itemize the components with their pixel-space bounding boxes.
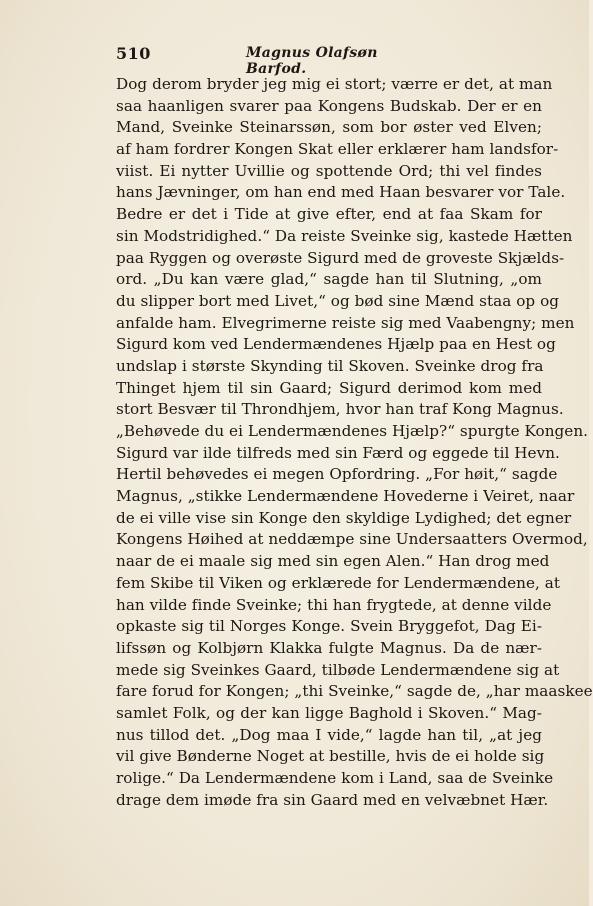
text-line: Bedre er det i Tide at give efter, end at faa Skam for bbox=[116, 205, 542, 224]
text-line: stort Besvær til Throndhjem, hvor han traf Kong Magnus. bbox=[116, 400, 564, 419]
running-title: Magnus Olafsøn Barfod. bbox=[246, 45, 378, 77]
text-line: Mand, Sveinke Steinarssøn, som bor øster ved Elven; bbox=[116, 118, 542, 137]
text-line: paa Ryggen og overøste Sigurd med de groveste Skjælds- bbox=[116, 248, 565, 267]
text-line: Hertil behøvedes ei megen Opfordring. „For høit,“ sagde bbox=[116, 465, 558, 484]
text-line: naar de ei maale sig med sin egen Alen.“ Han drog med bbox=[116, 552, 550, 571]
text-line: Sigurd kom ved Lendermændenes Hjælp paa en Hest og bbox=[116, 335, 556, 354]
text-line: vil give Bønderne Noget at bestille, hvis de ei holde sig bbox=[116, 747, 545, 766]
text-line: anfalde ham. Elvegrimerne reiste sig med Vaabengny; men bbox=[116, 313, 575, 332]
text-line: fare forud for Kongen; „thi Sveinke,“ sagde de, „har maaskee bbox=[116, 682, 593, 701]
text-line: drage dem imøde fra sin Gaard med en velvæbnet Hær. bbox=[116, 790, 549, 809]
text-line: Kongens Høihed at neddæmpe sine Undersaatters Overmod, bbox=[116, 530, 588, 549]
text-line: Thinget hjem til sin Gaard; Sigurd derimod kom med bbox=[116, 378, 542, 397]
text-line: de ei ville vise sin Konge den skyldige Lydighed; det egner bbox=[116, 508, 572, 527]
page-number: 510 bbox=[116, 44, 151, 63]
text-line: saa haanligen svarer paa Kongens Budskab. Der er en bbox=[116, 96, 542, 115]
text-line: undslap i største Skynding til Skoven. Sveinke drog fra bbox=[116, 356, 544, 375]
text-line: af ham fordrer Kongen Skat eller erklærer ham landsfor- bbox=[116, 140, 559, 159]
text-line: viist. Ei nytter Uvillie og spottende Ord; thi vel findes bbox=[116, 161, 542, 180]
text-line: hans Jævninger, om han end med Haan besvarer vor Tale. bbox=[116, 183, 566, 202]
text-line: lifssøn og Kolbjørn Klakka fulgte Magnus. Da de nær- bbox=[116, 638, 542, 657]
text-line: opkaste sig til Norges Konge. Svein Bryggefot, Dag Ei- bbox=[116, 617, 542, 636]
text-line: du slipper bort med Livet,“ og bød sine Mænd staa op og bbox=[116, 291, 560, 310]
text-line: rolige.“ Da Lendermændene kom i Land, saa de Sveinke bbox=[116, 769, 554, 787]
text-line: Magnus, „stikke Lendermændene Hovederne i Veiret, naar bbox=[116, 487, 575, 506]
text-line: „Behøvede du ei Lendermændenes Hjælp?“ spurgte Kongen. bbox=[116, 422, 589, 440]
running-head bbox=[116, 44, 442, 77]
text-line: nus tillod det. „Dog maa I vide,“ lagde han til, „at jeg bbox=[116, 725, 542, 744]
text-line: samlet Folk, og der kan ligge Baghold i Skoven.“ Mag- bbox=[116, 703, 542, 722]
text-line: mede sig Sveinkes Gaard, tilbøde Lendermændene sig at bbox=[116, 660, 560, 679]
text-line: ord. „Du kan være glad,“ sagde han til Slutning, „om bbox=[116, 270, 542, 289]
text-line: sin Modstridighed.“ Da reiste Sveinke sig, kastede Hætten bbox=[116, 226, 573, 245]
text-line: Dog derom bryder jeg mig ei stort; værre er det, at man bbox=[116, 75, 553, 93]
text-line: Sigurd var ilde tilfreds med sin Færd og eggede til Hevn. bbox=[116, 443, 560, 462]
text-line: han vilde finde Sveinke; thi han frygtede, at denne vilde bbox=[116, 595, 552, 614]
text-line: fem Skibe til Viken og erklærede for Lendermændene, at bbox=[116, 573, 561, 592]
body-text bbox=[116, 74, 593, 811]
